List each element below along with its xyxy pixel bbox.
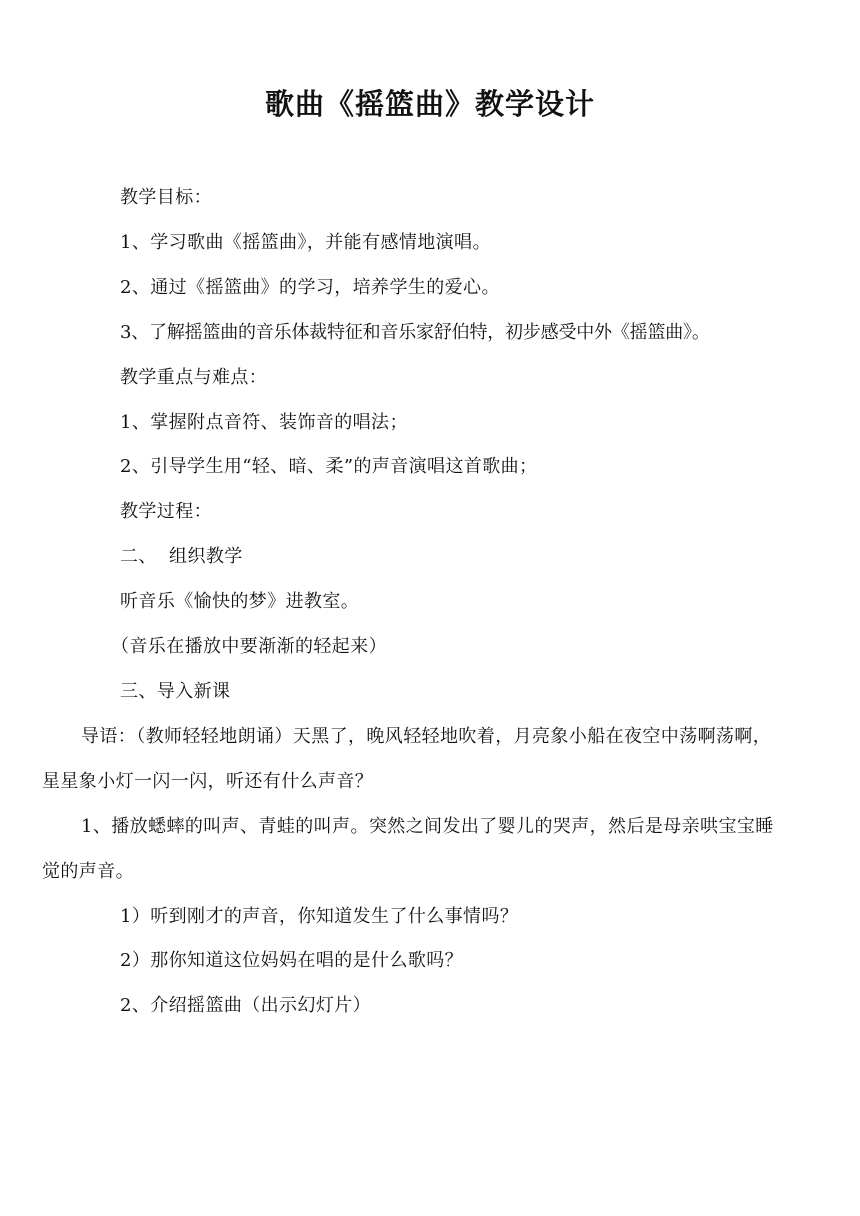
paragraph-section-new-lesson: 三、导入新课: [120, 680, 231, 702]
paragraph-section-organize: 二、 组织教学: [120, 546, 243, 568]
paragraph-key-points-heading: 教学重点与难点：: [120, 366, 268, 388]
paragraph-teaching-goals-heading: 教学目标：: [120, 187, 212, 208]
paragraph-goal-1: 1、学习歌曲《摇篮曲》，并能有感情地演唱。: [120, 231, 491, 253]
paragraph-key-point-1: 1、掌握附点音符、装饰音的唱法；: [120, 411, 408, 433]
paragraph-key-point-2: 2、引导学生用“轻、暗、柔”的声音演唱这首歌曲；: [120, 456, 538, 478]
paragraph-process-heading: 教学过程：: [120, 501, 212, 523]
paragraph-question-1: 1）听到刚才的声音，你知道发生了什么事情吗？: [120, 905, 519, 927]
paragraph-goal-3: 3、了解摇篮曲的音乐体裁特征和音乐家舒伯特，初步感受中外《摇篮曲》。: [120, 321, 710, 343]
paragraph-question-2: 2）那你知道这位妈妈在唱的是什么歌吗？: [120, 950, 464, 972]
paragraph-step-2: 2、介绍摇篮曲（出示幻灯片）: [120, 995, 372, 1017]
paragraph-goal-2: 2、通过《摇篮曲》的学习，培养学生的爱心。: [120, 276, 500, 298]
paragraph-introduction: 导语：（教师轻轻地朗诵）天黑了，晚风轻轻地吹着，月亮象小船在夜空中荡啊荡啊，星星象小灯一闪一闪，听还有什么声音？: [42, 725, 772, 792]
document-body: [42, 176, 781, 1029]
paragraph-step-1: 1、播放蟋蟀的叫声、青蛙的叫声。突然之间发出了婴儿的哭声，然后是母亲哄宝宝睡觉的声音。: [42, 815, 774, 882]
paragraph-music-note: （音乐在播放中要渐渐的轻起来）: [111, 636, 387, 658]
document-title: 歌曲《摇篮曲》教学设计: [264, 87, 595, 121]
paragraph-listen-music: 听音乐《愉快的梦》进教室。: [120, 591, 360, 613]
